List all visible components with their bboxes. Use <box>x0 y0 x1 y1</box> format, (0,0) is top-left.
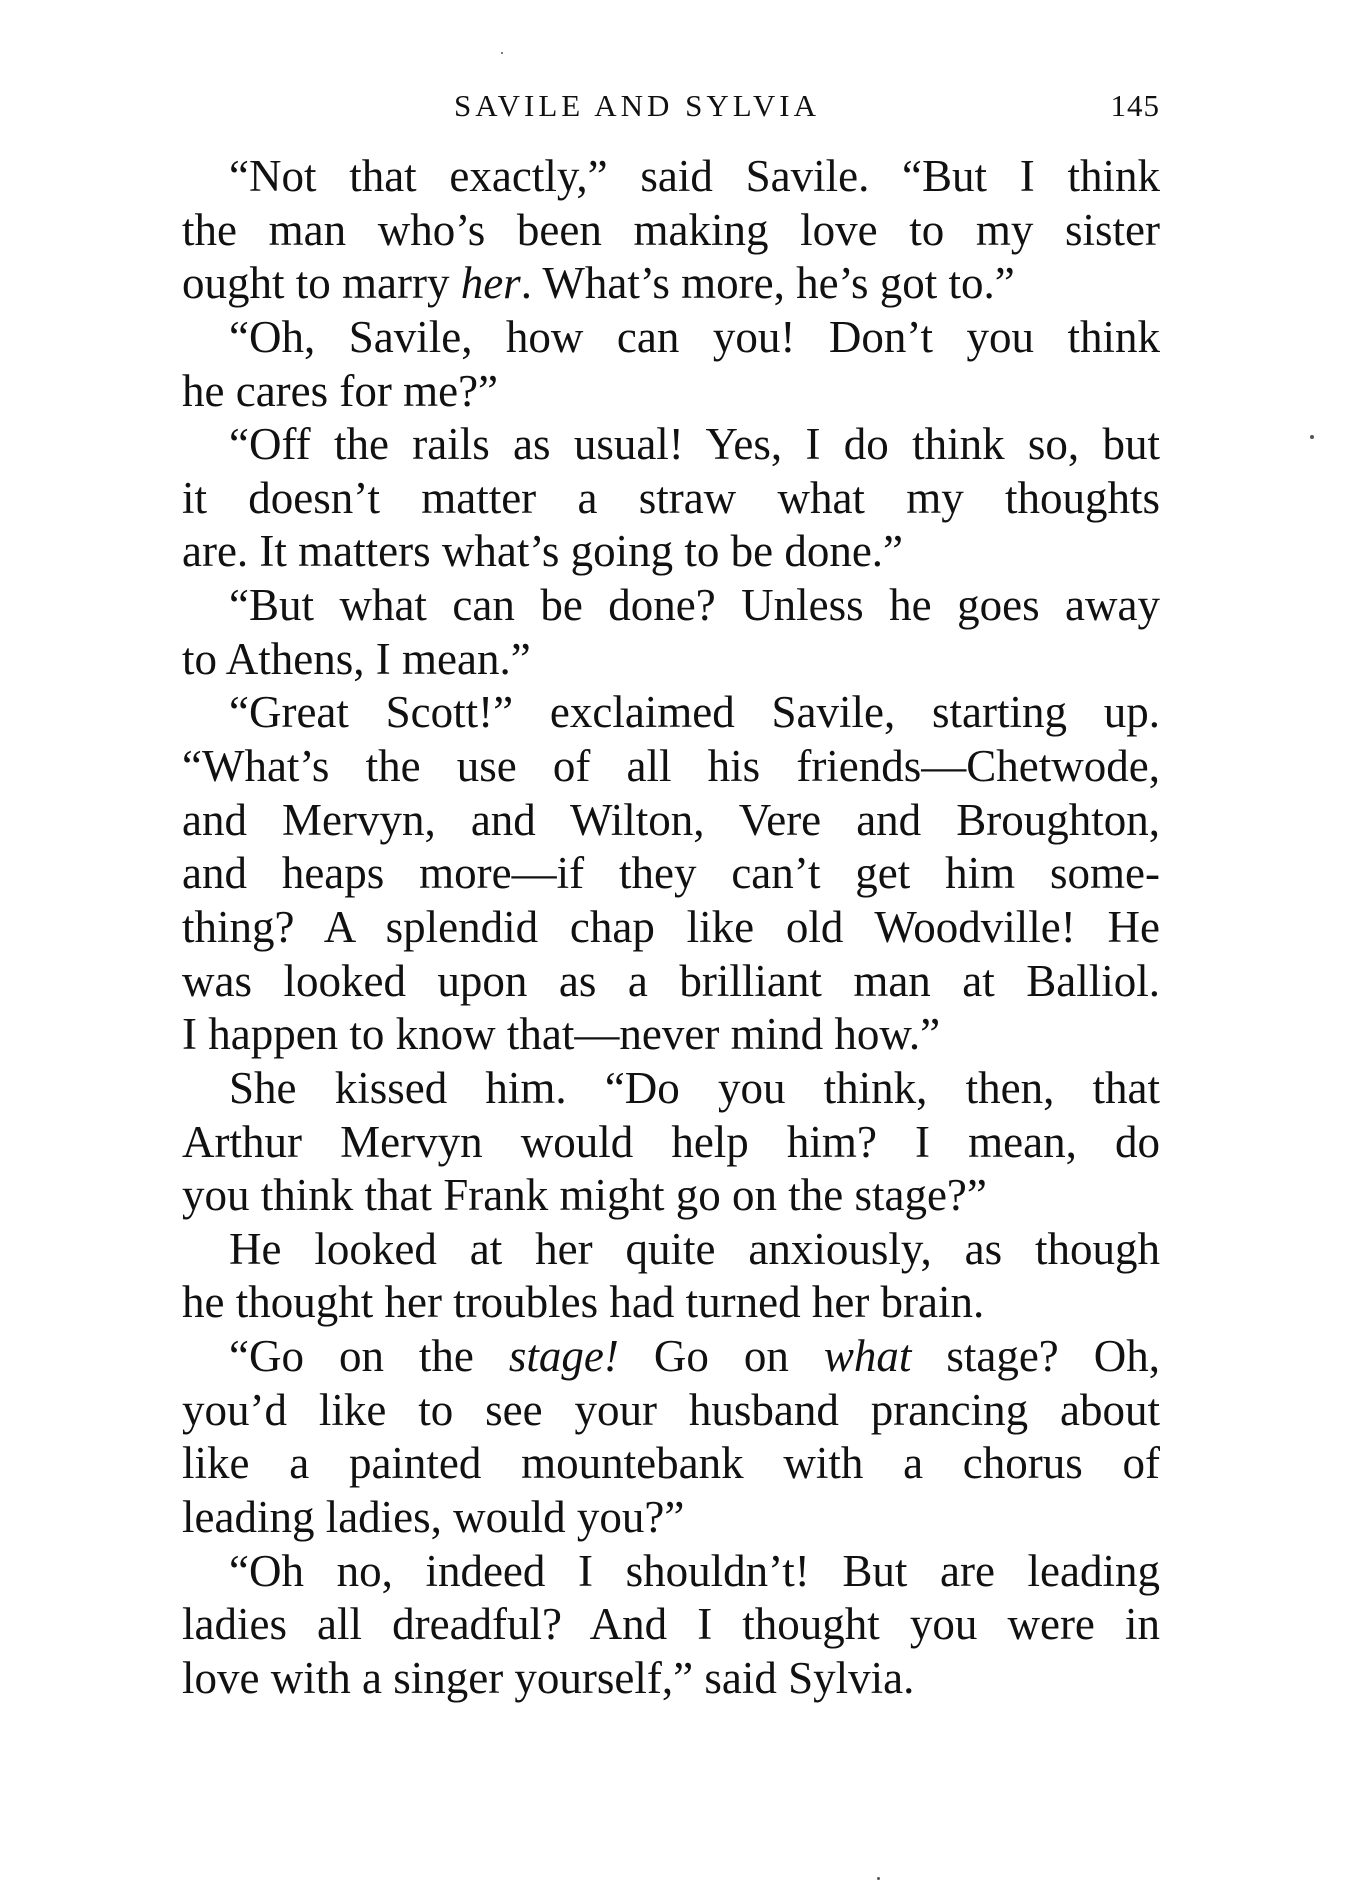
text-line: the man who’s been making love to my sister <box>182 204 1160 255</box>
text-line: thing? A splendid chap like old Woodville! He <box>182 901 1160 952</box>
print-speck <box>1310 435 1314 439</box>
italic-text: her <box>460 258 521 309</box>
text-line <box>182 257 1160 311</box>
text-line: you think that Frank might go on the stage?” <box>182 1170 987 1221</box>
print-speck <box>501 52 503 54</box>
text-line: “Oh, Savile, how can you! Don’t you think <box>229 311 1160 362</box>
text-line: love with a singer yourself,” said Sylvia. <box>182 1652 915 1703</box>
italic-text: stage! <box>508 1331 619 1382</box>
text-segment: . What’s more, he’s got to.” <box>520 258 1015 309</box>
page-number: 145 <box>1110 88 1160 123</box>
text-line: “But what can be done? Unless he goes away <box>229 580 1160 631</box>
text-line: ladies all dreadful? And I thought you were in <box>182 1599 1160 1650</box>
text-line: He looked at her quite anxiously, as though <box>229 1223 1160 1274</box>
text-line: She kissed him. “Do you think, then, that <box>229 1062 1160 1113</box>
text-line: “Not that exactly,” said Savile. “But I think <box>229 151 1160 201</box>
text-line: are. It matters what’s going to be done.” <box>182 526 904 577</box>
text-line: “What’s the use of all his friends—Chetwode, <box>182 741 1160 792</box>
text-line: I happen to know that—never mind how.” <box>182 1009 941 1060</box>
text-line: leading ladies, would you?” <box>182 1492 685 1543</box>
print-speck <box>877 1877 880 1880</box>
italic-text: what <box>823 1331 912 1382</box>
text-line: Arthur Mervyn would help him? I mean, do <box>182 1116 1160 1167</box>
text-line: like a painted mountebank with a chorus of <box>182 1438 1160 1489</box>
text-segment: “Go on the <box>229 1331 509 1382</box>
text-segment: Go on <box>618 1331 824 1382</box>
text-line: was looked upon as a brilliant man at Balliol. <box>182 955 1160 1006</box>
text-line: “Great Scott!” exclaimed Savile, starting up. <box>229 687 1160 738</box>
text-line: to Athens, I mean.” <box>182 633 531 684</box>
text-line: and heaps more—if they can’t get him some- <box>182 848 1160 899</box>
body-text <box>182 150 1160 1706</box>
text-line: he cares for me?” <box>182 365 499 416</box>
text-line: it doesn’t matter a straw what my thoughts <box>182 472 1160 523</box>
text-segment: stage? Oh, <box>911 1331 1160 1382</box>
text-line: you’d like to see your husband prancing about <box>182 1384 1160 1435</box>
text-segment: ought to marry <box>182 258 461 309</box>
text-line <box>182 1330 1160 1384</box>
running-title: SAVILE AND SYLVIA <box>454 88 820 123</box>
text-line: and Mervyn, and Wilton, Vere and Broughton, <box>182 794 1160 845</box>
text-line: he thought her troubles had turned her brain. <box>182 1277 985 1328</box>
running-head <box>184 86 1160 126</box>
text-line: “Oh no, indeed I shouldn’t! But are leading <box>229 1545 1160 1596</box>
text-line: “Off the rails as usual! Yes, I do think so, but <box>229 419 1160 470</box>
